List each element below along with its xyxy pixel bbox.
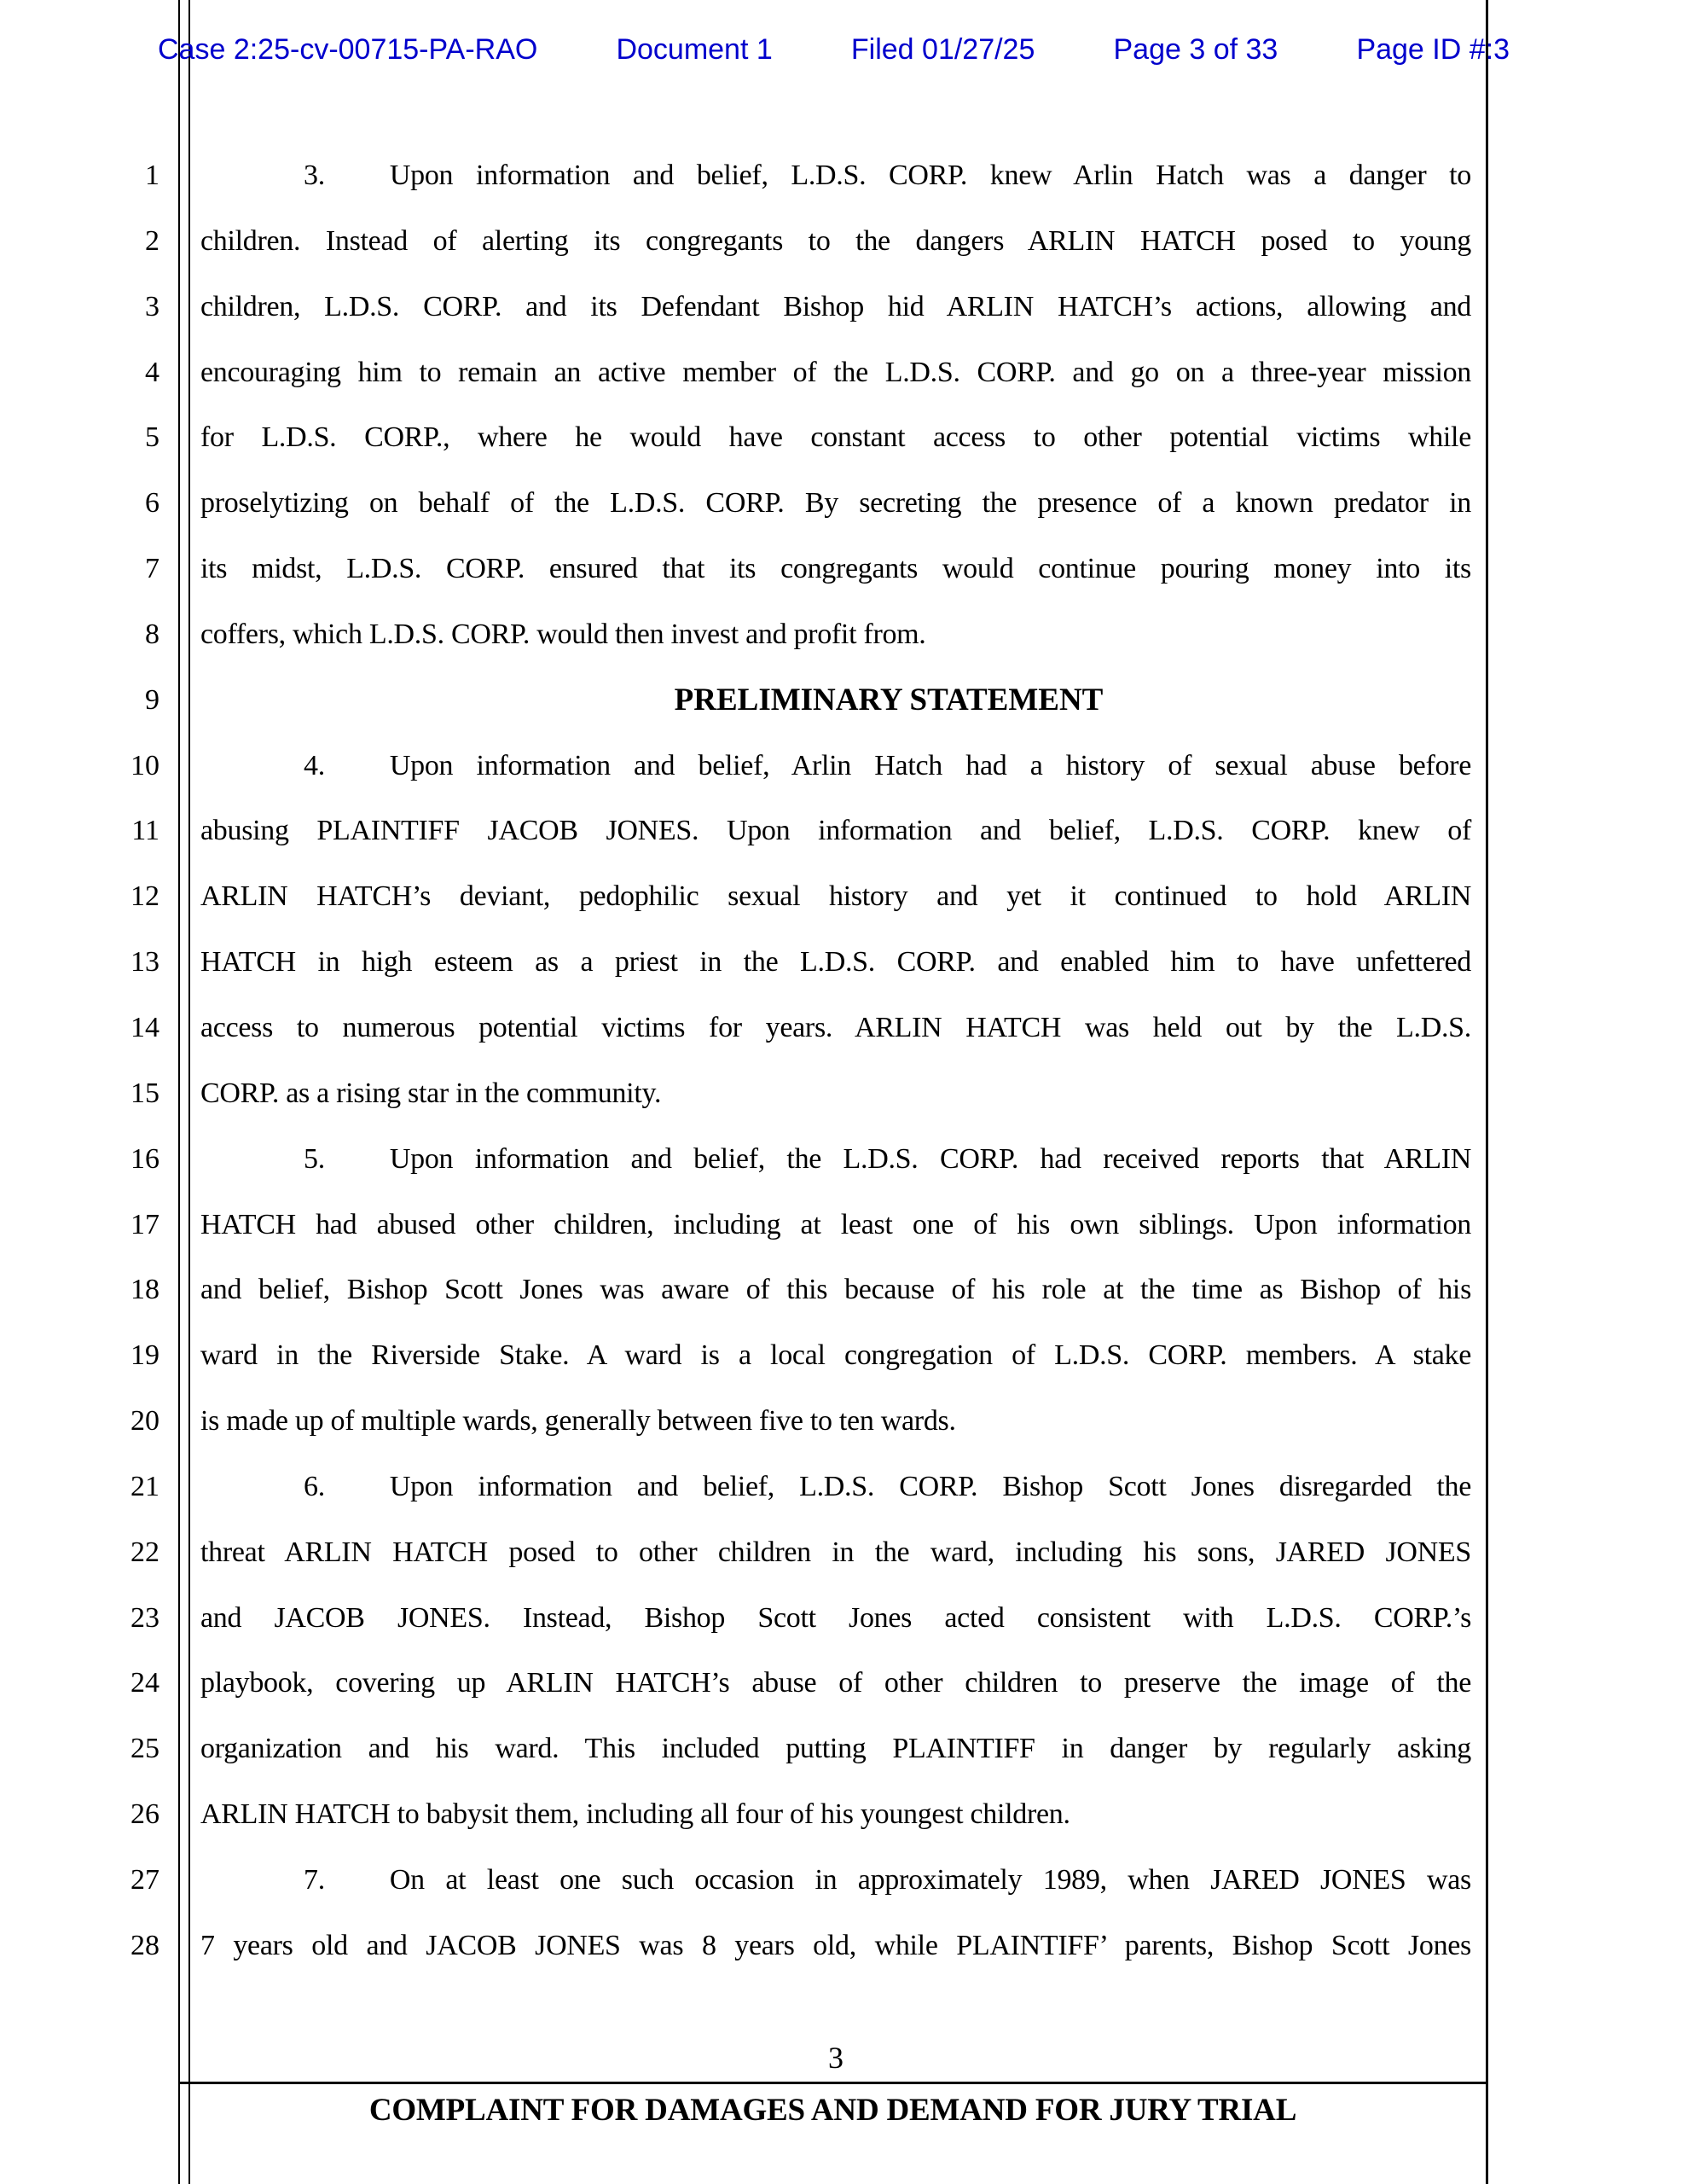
line-row [0, 864, 1687, 930]
line-text-content: Upon information and belief, L.D.S. CORP. knew Arlin Hatch was a danger to [389, 160, 1471, 191]
line-text: abusing PLAINTIFF JACOB JONES. Upon information and belief, L.D.S. CORP. knew of [200, 815, 1471, 847]
line-number: 1 [145, 160, 159, 191]
line-number: 21 [130, 1470, 159, 1502]
line-row [0, 1193, 1687, 1258]
line-row [0, 340, 1687, 406]
line-number: 18 [130, 1274, 159, 1306]
footer-title: COMPLAINT FOR DAMAGES AND DEMAND FOR JURY TRIAL [368, 2093, 1297, 2128]
header-case-number: Case 2:25-cv-00715-PA-RAO [158, 33, 538, 66]
line-number: 24 [130, 1667, 159, 1699]
line-text: proselytizing on behalf of the L.D.S. CORP. By secreting the presence of a known predator in [200, 487, 1471, 520]
line-text: HATCH in high esteem as a priest in the L.D.S. CORP. and enabled him to have unfettered [200, 946, 1471, 979]
line-text: for L.D.S. CORP., where he would have constant access to other potential victims while [200, 421, 1471, 454]
line-text: its midst, L.D.S. CORP. ensured that its congregants would continue pouring money into its [200, 553, 1471, 585]
line-text: children. Instead of alerting its congregants to the dangers ARLIN HATCH posed to young [200, 224, 1471, 257]
line-number: 28 [130, 1929, 159, 1961]
line-number: 16 [130, 1142, 159, 1175]
line-row [0, 537, 1687, 602]
line-number: 15 [130, 1077, 159, 1109]
paragraph-number: 4. [304, 749, 325, 781]
line-number: 8 [145, 618, 159, 650]
footer-page-number: 3 [828, 2041, 844, 2075]
line-row [0, 1127, 1687, 1193]
line-row [0, 734, 1687, 799]
line-row [0, 1389, 1687, 1455]
line-number: 25 [130, 1733, 159, 1765]
line-number: 13 [130, 946, 159, 979]
paragraph-number: 3. [304, 160, 325, 191]
line-text: organization and his ward. This included putting PLAINTIFF in danger by regularly asking [200, 1733, 1471, 1765]
line-row [0, 1716, 1687, 1782]
line-text: is made up of multiple wards, generally between five to ten wards. [200, 1405, 956, 1438]
line-text-content: Upon information and belief, L.D.S. CORP. Bishop Scott Jones disregarded the [389, 1470, 1471, 1502]
line-text [200, 143, 1471, 209]
line-text: CORP. as a rising star in the community. [200, 1077, 662, 1109]
line-number: 3 [145, 290, 159, 322]
line-text: and JACOB JONES. Instead, Bishop Scott Jones acted consistent with L.D.S. CORP.’s [200, 1601, 1471, 1634]
line-number: 9 [145, 683, 159, 716]
line-row [0, 1520, 1687, 1586]
line-number: 10 [130, 749, 159, 781]
line-text: and belief, Bishop Scott Jones was aware of this because of his role at the time as Bishop of his [200, 1274, 1471, 1306]
line-text: ward in the Riverside Stake. A ward is a local congregation of L.D.S. CORP. members. A stake [200, 1339, 1471, 1372]
line-number: 20 [130, 1405, 159, 1438]
line-text: threat ARLIN HATCH posed to other children in the ward, including his sons, JARED JONES [200, 1536, 1471, 1568]
line-row [0, 209, 1687, 275]
line-row [0, 471, 1687, 537]
line-number: 26 [130, 1798, 159, 1831]
line-number: 5 [145, 421, 159, 454]
header-page-id: Page ID #:3 [1356, 33, 1510, 66]
court-header [158, 32, 1510, 67]
line-row [0, 1782, 1687, 1848]
line-row [0, 668, 1687, 734]
line-text: HATCH had abused other children, including at least one of his own siblings. Upon information [200, 1208, 1471, 1240]
line-text: playbook, covering up ARLIN HATCH’s abuse of other children to preserve the image of the [200, 1667, 1471, 1699]
line-text-content: Upon information and belief, Arlin Hatch had a history of sexual abuse before [389, 749, 1471, 781]
line-row [0, 996, 1687, 1061]
paragraph-number: 7. [304, 1863, 325, 1896]
header-document-number: Document 1 [616, 33, 773, 66]
line-text: 7 years old and JACOB JONES was 8 years old, while PLAINTIFF’ parents, Bishop Scott Jones [200, 1929, 1471, 1961]
line-number: 23 [130, 1601, 159, 1634]
line-text: access to numerous potential victims for years. ARLIN HATCH was held out by the L.D.S. [200, 1011, 1471, 1043]
line-text: encouraging him to remain an active member of the L.D.S. CORP. and go on a three-year mission [200, 356, 1471, 388]
line-row [0, 1651, 1687, 1716]
line-text [200, 1848, 1471, 1914]
section-heading: PRELIMINARY STATEMENT [674, 682, 1104, 717]
line-text-content: On at least one such occasion in approximately 1989, when JARED JONES was [389, 1863, 1471, 1896]
paragraph-number: 5. [304, 1142, 325, 1175]
line-row [0, 602, 1687, 668]
line-text: coffers, which L.D.S. CORP. would then invest and profit from. [200, 618, 926, 650]
line-row [0, 1323, 1687, 1389]
line-number: 17 [130, 1208, 159, 1240]
line-text [200, 1127, 1471, 1193]
line-row [0, 1914, 1687, 1979]
line-row [0, 143, 1687, 209]
line-text: ARLIN HATCH to babysit them, including all four of his youngest children. [200, 1798, 1070, 1831]
line-number: 14 [130, 1011, 159, 1043]
line-row [0, 1061, 1687, 1127]
line-row [0, 799, 1687, 864]
line-text [200, 1455, 1471, 1520]
footer-rule [179, 2082, 1487, 2084]
line-row [0, 1258, 1687, 1323]
line-number: 27 [130, 1863, 159, 1896]
paragraph-number: 6. [304, 1470, 325, 1502]
line-row [0, 275, 1687, 340]
line-number: 4 [145, 356, 159, 388]
line-number: 6 [145, 487, 159, 520]
line-number: 2 [145, 224, 159, 257]
line-number: 12 [130, 880, 159, 913]
line-number: 7 [145, 553, 159, 585]
line-text-content: Upon information and belief, the L.D.S. CORP. had received reports that ARLIN [389, 1142, 1471, 1175]
header-page-count: Page 3 of 33 [1113, 33, 1278, 66]
line-text: ARLIN HATCH’s deviant, pedophilic sexual history and yet it continued to hold ARLIN [200, 880, 1471, 913]
line-row [0, 1848, 1687, 1914]
line-row [0, 405, 1687, 471]
line-text: children, L.D.S. CORP. and its Defendant Bishop hid ARLIN HATCH’s actions, allowing and [200, 290, 1471, 322]
header-filed-date: Filed 01/27/25 [850, 33, 1035, 66]
line-number: 19 [130, 1339, 159, 1372]
line-row [0, 930, 1687, 996]
line-text [200, 734, 1471, 799]
pleading-body [0, 143, 1687, 1979]
line-row [0, 1586, 1687, 1652]
line-number: 11 [131, 815, 159, 847]
line-row [0, 1455, 1687, 1520]
line-number: 22 [130, 1536, 159, 1568]
